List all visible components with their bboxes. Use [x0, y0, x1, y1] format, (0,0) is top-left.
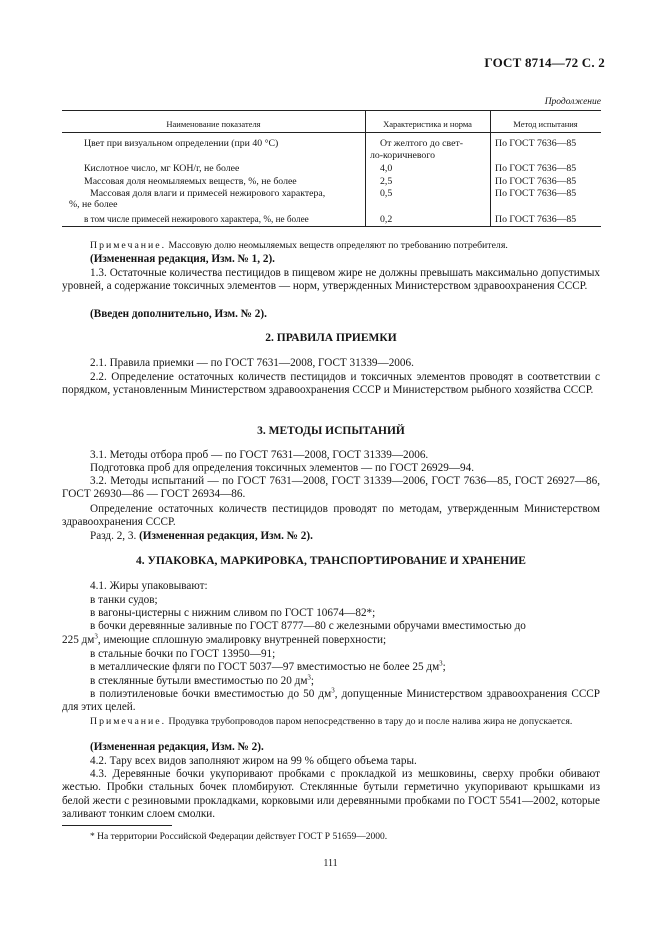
table-bottom-rule — [62, 226, 601, 227]
note-1 — [90, 239, 600, 252]
table-cell-name: Массовая доля неомыляемых веществ, %, не более — [84, 176, 297, 187]
table-header-method: Метод испытания — [513, 119, 578, 129]
continuation-label: Продолжение — [544, 97, 601, 107]
paragraph-3-2: 3.2. Методы испытаний — по ГОСТ 7631—2008, ГОСТ 31339—2006, ГОСТ 7636—85, ГОСТ 26927—86, ГОСТ 26930—86 — ГОСТ 26934—86. — [62, 475, 600, 501]
table-cell-value: ло-коричневого — [370, 150, 435, 161]
table-header-value: Характеристика и норма — [383, 119, 472, 129]
page-number: 111 — [323, 858, 338, 869]
section-3-edit: Разд. 2, 3. (Измененная редакция, Изм. № 2). — [90, 530, 313, 542]
edit-note-2: (Введен дополнительно, Изм. № 2). — [90, 308, 267, 320]
table-cell-value: 2,5 — [380, 176, 393, 187]
list-item: в вагоны-цистерны с нижним сливом по ГОСТ 10674—82*; — [90, 607, 376, 619]
paragraph-4-3: 4.3. Деревянные бочки укупоривают пробками с прокладкой из мешковины, сверху пробки обивают жестью. Пробки стальных бочек пломбируют. Стеклянные бутыли герметично укупоривают крышками из белой жести с резиновыми прокладками, корковыми или деревянными пробками по ГОСТ 5541—2002, которые заливают тонким слоем смолки. — [62, 768, 600, 820]
gost-reference-header: ГОСТ 8714—72 С. 2 — [484, 55, 605, 70]
table-cell-name: Массовая доля влаги и примесей нежирового характера, — [90, 188, 326, 199]
table-cell-value: 0,2 — [380, 214, 393, 225]
footnote-rule — [62, 825, 172, 826]
list-item: в стеклянные бутыли вместимостью по 20 $дм^3$; — [90, 673, 315, 687]
table-cell-value: 4,0 — [380, 163, 393, 174]
section-4-title: 4. УПАКОВКА, МАРКИРОВКА, ТРАНСПОРТИРОВАНИЕ И ХРАНЕНИЕ — [136, 555, 526, 567]
paragraph-3-2b: Определение остаточных количеств пестицидов проводят по методам, утвержденным Министерством здравоохранения СССР. — [62, 503, 600, 529]
paragraph-1-3: 1.3. Остаточные количества пестицидов в пищевом жире не должны превышать максимально допустимых уровней, а содержание токсичных элементов — норм, утвержденных Министерством здравоохранения СССР. — [62, 267, 600, 293]
table-cell-method: По ГОСТ 7636—85 — [495, 214, 577, 225]
table-cell-value: От желтого до свет- — [380, 138, 463, 149]
table-cell-name: Кислотное число, мг КОН/г, не более — [84, 163, 240, 174]
table-cell-method: По ГОСТ 7636—85 — [495, 176, 577, 187]
list-item: в танки судов; — [90, 594, 158, 606]
paragraph-4-1: 4.1. Жиры упаковывают: — [90, 580, 208, 592]
table-cell-method: По ГОСТ 7636—85 — [495, 188, 577, 199]
paragraph-3-1: 3.1. Методы отбора проб — по ГОСТ 7631—2008, ГОСТ 31339—2006. — [90, 449, 429, 461]
table-cell-name: в том числе примесей нежирового характера, %, не более — [84, 214, 309, 224]
section-3-title: 3. МЕТОДЫ ИСПЫТАНИЙ — [257, 425, 405, 437]
paragraph-2-1: 2.1. Правила приемки — по ГОСТ 7631—2008, ГОСТ 31339—2006. — [90, 357, 414, 369]
paragraph-2-2: 2.2. Определение остаточных количеств пестицидов и токсичных элементов проводят в соответствии с порядком, установленным Министерством здравоохранения СССР и Министерством рыбного хозяйства СССР. — [62, 371, 600, 397]
table-cell-name: Цвет при визуальном определении (при 40 °С) — [84, 138, 279, 149]
table-cell-name: %, не более — [69, 199, 118, 210]
footnote: * На территории Российской Федерации действует ГОСТ Р 51659—2000. — [90, 832, 388, 842]
list-item: в металлические фляги по ГОСТ 5037—97 вместимостью не более 25 $дм^3$; — [90, 659, 446, 673]
note-text: Массовую долю неомыляемых веществ определяют по требованию потребителя. — [168, 240, 508, 251]
list-item: 225 $дм^3$, имеющие сплошную эмалировку внутренней поверхности; — [62, 632, 387, 646]
paragraph-3-1b: Подготовка проб для определения токсичных элементов — по ГОСТ 26929—94. — [90, 462, 474, 474]
table-top-rule — [62, 110, 601, 111]
table-cell-method: По ГОСТ 7636—85 — [495, 138, 577, 149]
note-2: Примечание. Продувка трубопроводов паром непосредственно в тару до и после налива жира не допускается. — [90, 716, 573, 727]
note-label: Примечание. — [90, 240, 167, 251]
edit-note-1: (Измененная редакция, Изм. № 1, 2). — [90, 253, 275, 265]
list-item: в стальные бочки по ГОСТ 13950—91; — [90, 648, 276, 660]
table-header-rule — [62, 132, 601, 133]
table-header-name: Наименование показателя — [166, 119, 261, 129]
paragraph-4-2: 4.2. Тару всех видов заполняют жиром на 99 % общего объема тары. — [90, 755, 417, 767]
section-4-edit: (Измененная редакция, Изм. № 2). — [90, 741, 264, 753]
list-item: в бочки деревянные заливные по ГОСТ 8777—80 с железными обручами вместимостью до — [90, 620, 526, 632]
section-2-title: 2. ПРАВИЛА ПРИЕМКИ — [265, 332, 397, 344]
table-cell-method: По ГОСТ 7636—85 — [495, 163, 577, 174]
table-cell-value: 0,5 — [380, 188, 393, 199]
list-item: в полиэтиленовые бочки вместимостью до 50 $дм^3$, допущенные Министерством здравоохранения СССР для этих целей. — [62, 686, 600, 714]
